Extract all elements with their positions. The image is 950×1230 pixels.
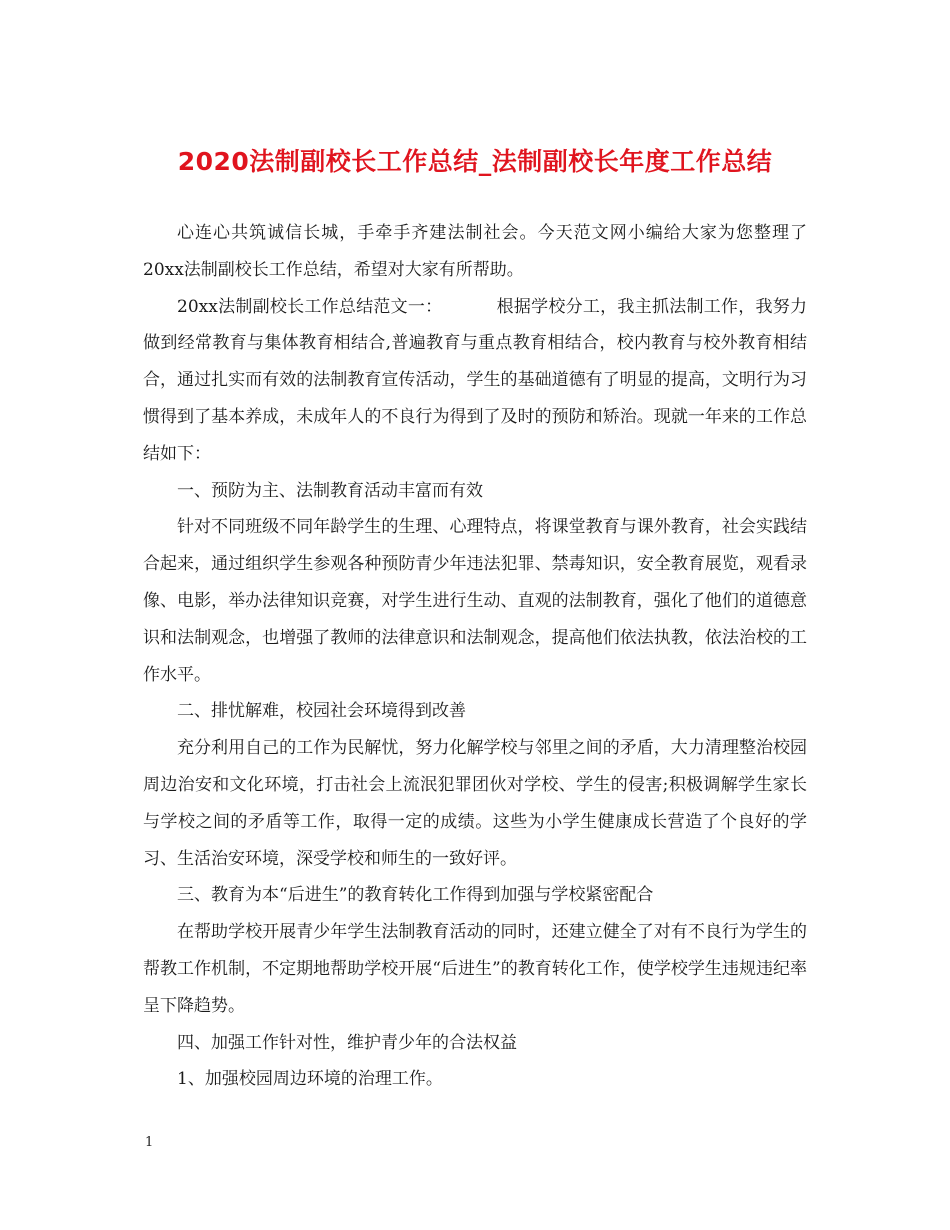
section-paragraph-2: 充分利用自己的工作为民解忧，努力化解学校与邻里之间的矛盾，大力清理整治校园周边治安和文化环境，打击社会上流泯犯罪团伙对学校、学生的侵害;积极调解学生家长与学校之间的矛盾等工作，取得一定的成绩。这些为小学生健康成长营造了个良好的学习、生活治安环境，深受学校和师生的一致好评。 (143, 738, 807, 869)
document-body (143, 215, 807, 1098)
section-heading-3: 三、教育为本“后进生”的教育转化工作得到加强与学校紧密配合 (177, 885, 654, 906)
sample-paragraph (143, 289, 807, 473)
sample-text: 根据学校分工，我主抓法制工作，我努力做到经常教育与集体教育相结合,普遍教育与重点教育相结合，校内教育与校外教育相结合，通过扎实而有效的法制教育宣传活动，学生的基础道德有了明显的提高，文明行为习惯得到了基本养成，未成年人的不良行为得到了及时的预防和矫治。现就一年来的工作总结如下： (143, 296, 807, 464)
section-paragraph-3: 在帮助学校开展青少年学生法制教育活动的同时，还建立健全了对有不良行为学生的帮教工作机制，不定期地帮助学校开展“后进生”的教育转化工作，使学校学生违规违纪率呈下降趋势。 (143, 922, 807, 1016)
section-heading-2: 二、排忧解难，校园社会环境得到改善 (177, 701, 466, 722)
page-number: 1 (145, 1135, 154, 1150)
list-item-1: 1、加强校园周边环境的治理工作。 (177, 1069, 443, 1090)
section-heading-4: 四、加强工作针对性，维护青少年的合法权益 (177, 1032, 517, 1053)
section-heading-1: 一、预防为主、法制教育活动丰富而有效 (177, 480, 483, 501)
section-paragraph-1: 针对不同班级不同年龄学生的生理、心理特点，将课堂教育与课外教育，社会实践结合起来，通过组织学生参观各种预防青少年违法犯罪、禁毒知识，安全教育展览，观看录像、电影，举办法律知识竞赛，对学生进行生动、直观的法制教育，强化了他们的道德意识和法制观念，也增强了教师的法律意识和法制观念，提高他们依法执教，依法治校的工作水平。 (143, 517, 807, 685)
document-title: 2020法制副校长工作总结_法制副校长年度工作总结 (177, 147, 773, 176)
intro-paragraph: 心连心共筑诚信长城，手牵手齐建法制社会。今天范文网小编给大家为您整理了20xx法制副校长工作总结，希望对大家有所帮助。 (143, 223, 807, 280)
sample-label: 20xx法制副校长工作总结范文一： (177, 296, 443, 317)
